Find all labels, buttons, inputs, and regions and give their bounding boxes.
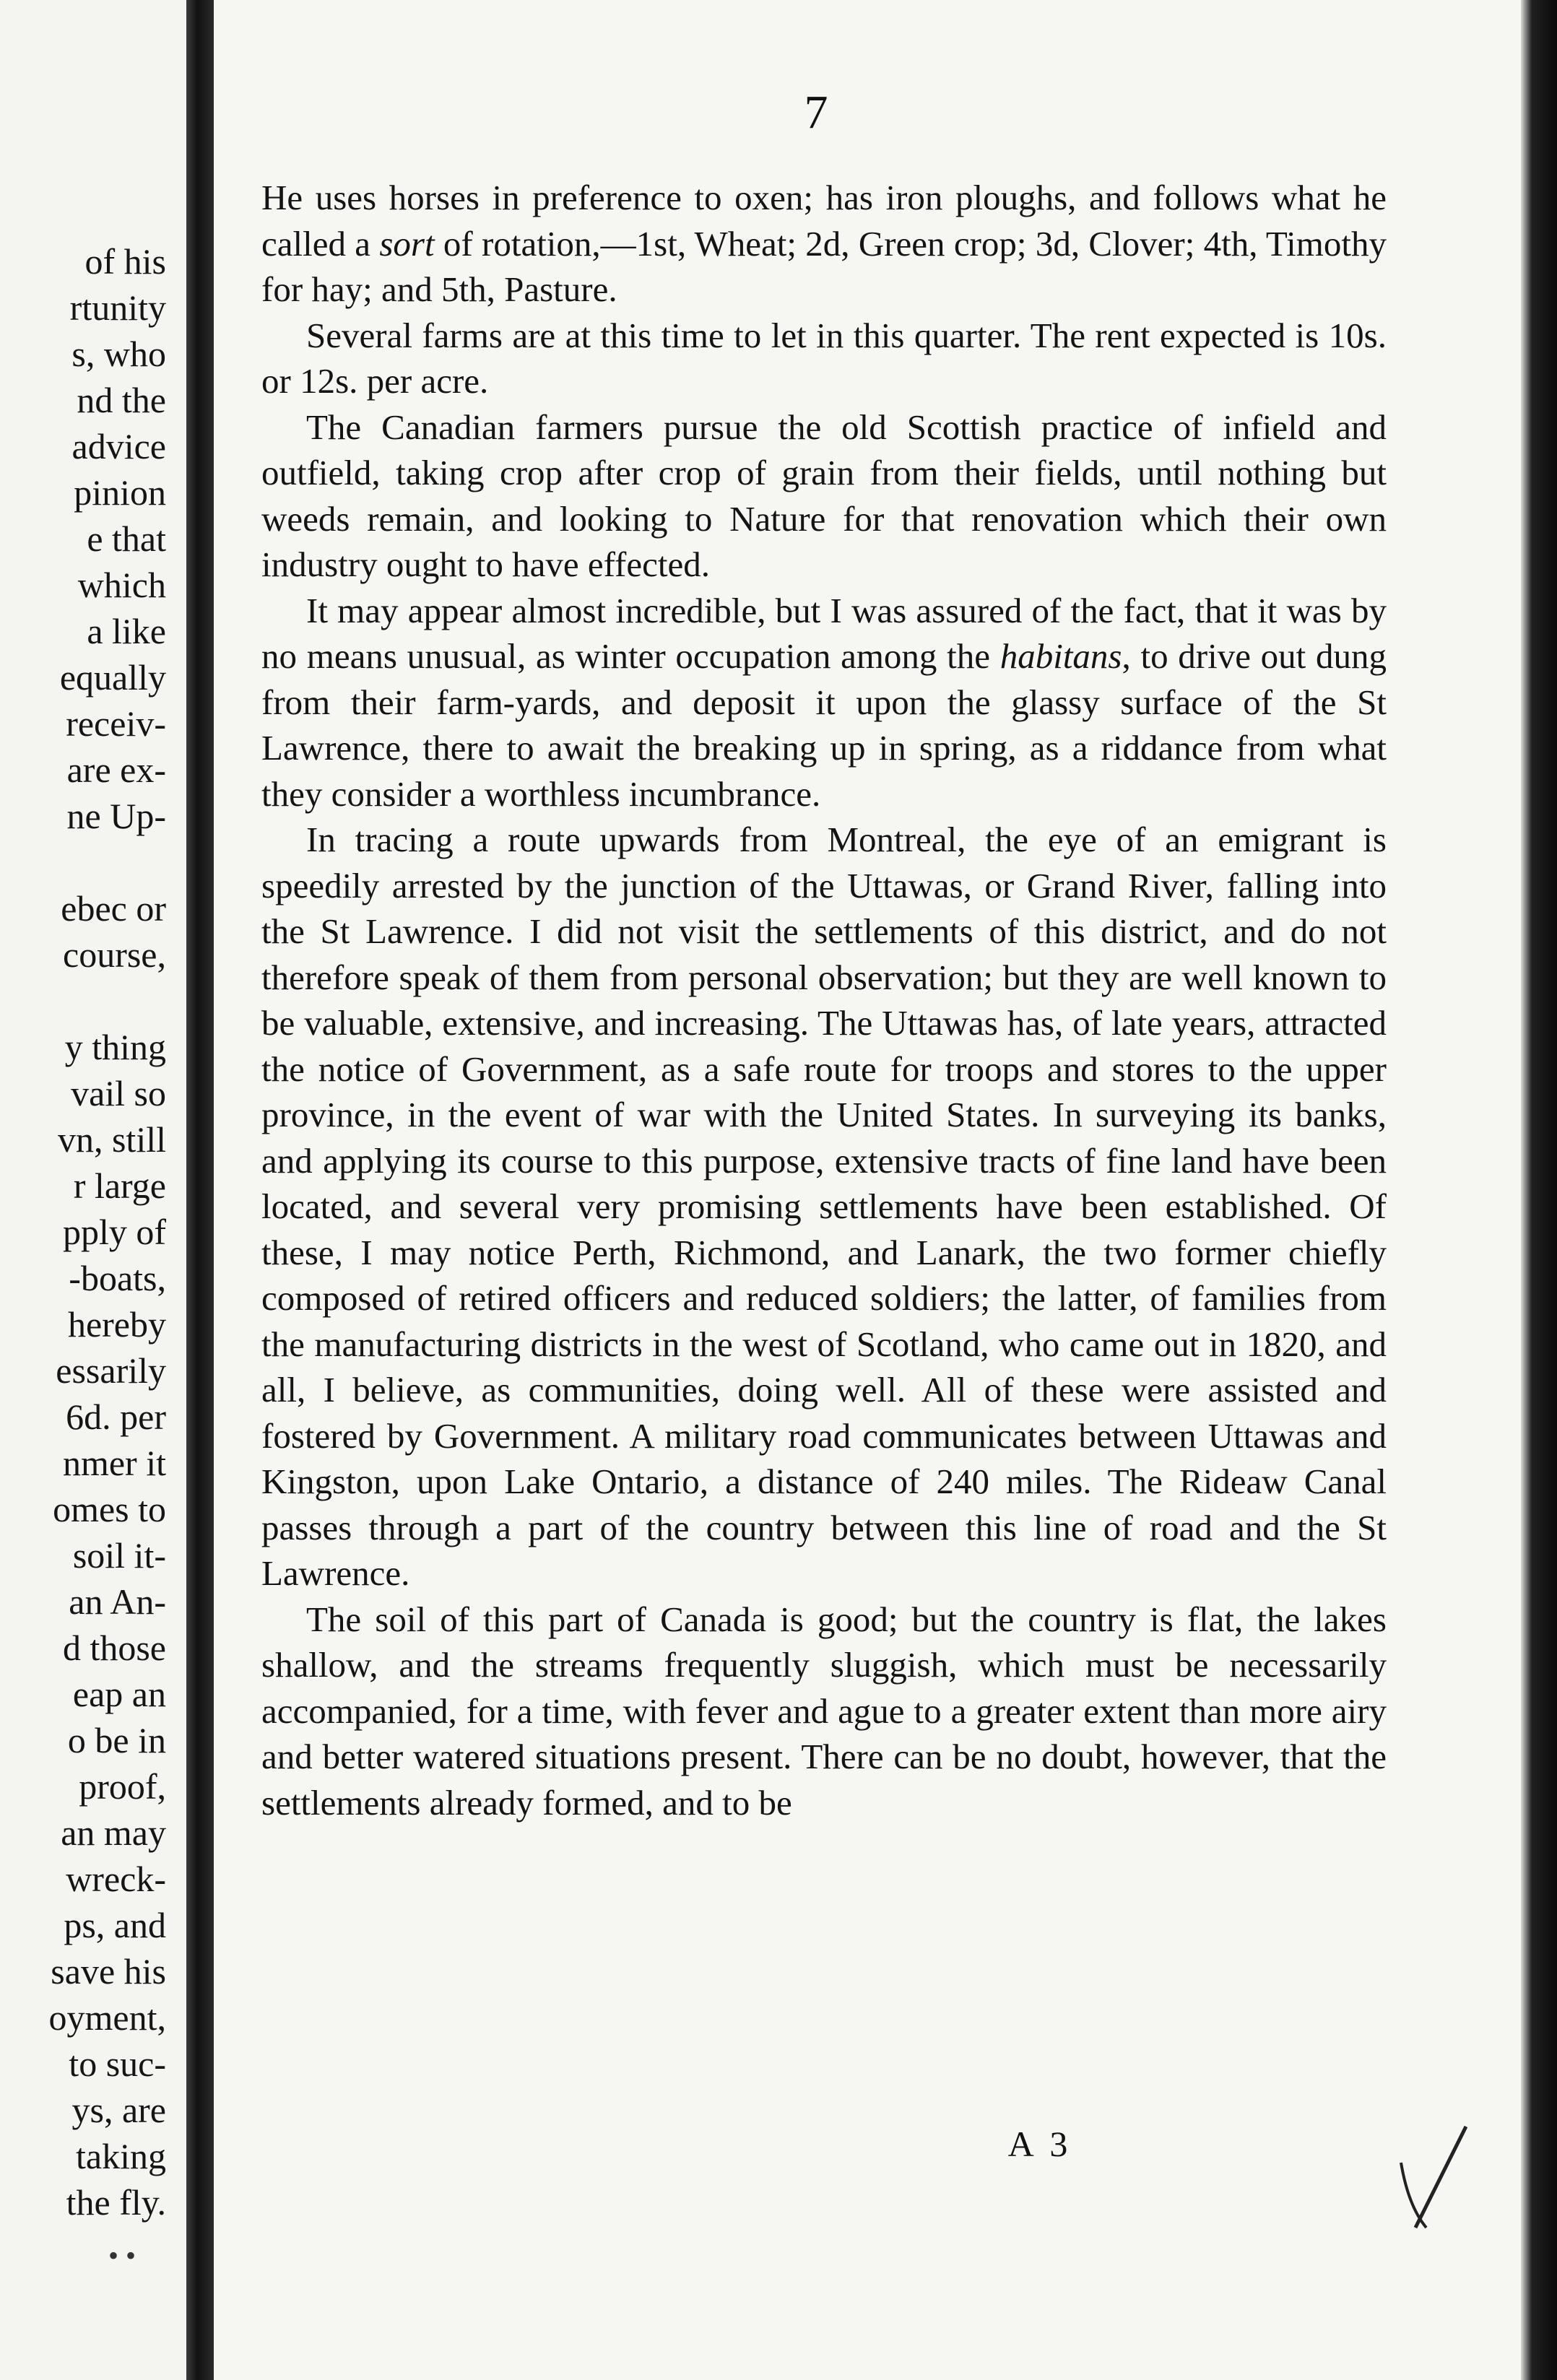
paragraph-soil: The soil of this part of Canada is good; but the country is flat, the lakes shallow, and the streams frequently sluggish, which must be necessarily accompanied, for a time, with fever and ague to a greater extent than more airy and better watered situations present. There can be no doubt, however, that the settlements already formed, and to be [261, 1599, 1387, 1823]
paragraph-rotation: He uses horses in preference to oxen; has iron ploughs, and follows what he called a sort of rotation,—1st, Wheat; 2d, Green crop; 3d, Clover; 4th, Timothy for hay; and 5th, Pasture. [261, 178, 1387, 309]
left-fragment: r large [73, 1165, 166, 1206]
left-fragment: essarily [56, 1350, 166, 1391]
left-fragment: an may [61, 1812, 166, 1853]
left-fragment: course, [63, 934, 166, 975]
left-fragment: y thing [64, 1027, 166, 1067]
left-fragment: ne Up- [66, 796, 166, 836]
left-fragment: soil it- [72, 1535, 166, 1576]
left-fragment: a like [87, 611, 166, 651]
left-fragment: save his [51, 1951, 166, 1992]
left-fragment: wreck- [66, 1859, 166, 1899]
left-fragment [49, 978, 166, 1024]
paragraph-uttawas: In tracing a route upwards from Montreal, the eye of an emigrant is speedily arrested by the junction of the Uttawas, or Grand River, falling into the St Lawrence. I did not visit the settlements of this district, and do not therefore speak of them from personal observation; but they are well known to be valuable, extensive, and increasing. The Uttawas has, of late years, attracted the notice of Government, as a safe route for troops and stores to the upper province, in the event of war with the United States. In surveying its banks, and applying its course to this purpose, extensive tracts of fine land have been located, and several very promising settlements have been established. Of these, I may notice Perth, Richmond, and Lanark, the two former chiefly composed of retired officers and reduced soldiers; the latter, of families from the manufacturing districts in the west of Scotland, who came out in 1820, and all, I believe, as communities, doing well. All of these were assisted and fostered by Government. A military road communicates between Uttawas and Kingston, upon Lake Ontario, a distance of 240 miles. The Rideaw Canal passes through a part of the country between this line of road and the St Lawrence. [261, 820, 1387, 1593]
left-fragment: vn, still [57, 1119, 166, 1160]
left-fragment: which [77, 565, 166, 605]
left-fragment: an An- [69, 1581, 166, 1622]
left-fragment: are ex- [66, 750, 166, 790]
left-fragment: ps, and [64, 1905, 166, 1945]
left-fragment: proof, [79, 1766, 166, 1807]
left-fragment: 6d. per [66, 1397, 166, 1437]
left-page-text [49, 238, 166, 2225]
left-fragment: pinion [74, 472, 166, 513]
signature-mark: A 3 [1007, 2124, 1072, 2164]
left-fragment: -boats, [69, 1258, 166, 1298]
left-fragment: nd the [77, 380, 166, 420]
left-fragment: e that [87, 518, 166, 559]
pencil-check-mark [1397, 2119, 1484, 2235]
stray-dots: • • [108, 2239, 136, 2272]
left-fragment: receiv- [66, 703, 166, 744]
left-page [0, 0, 186, 2380]
left-fragment: pply of [62, 1212, 166, 1252]
left-fragment: oyment, [48, 1997, 166, 2038]
left-fragment: advice [71, 426, 166, 466]
left-fragment: ebec or [61, 888, 166, 929]
left-fragment: ys, are [71, 2090, 166, 2130]
paragraph-farms-to-let: Several farms are at this time to let in this quarter. The rent expected is 10s. or 12s. per acre. [261, 315, 1387, 401]
left-fragment: rtunity [69, 287, 166, 328]
left-fragment: nmer it [62, 1443, 166, 1483]
left-fragment: taking [76, 2136, 166, 2176]
page-number: 7 [804, 86, 828, 139]
left-fragment [49, 839, 166, 885]
left-fragment: d those [62, 1628, 166, 1668]
left-fragment: the fly. [66, 2182, 166, 2223]
paragraph-infield-outfield: The Canadian farmers pursue the old Scottish practice of infield and outfield, taking crop after crop of grain from their fields, until nothing but weeds remain, and looking to Nature for that renovation which their own industry ought to have effected. [261, 407, 1387, 584]
paragraph-habitans: It may appear almost incredible, but I was assured of the fact, that it was by no means unusual, as winter occupation among the habitans, to drive out dung from their farm-yards, and deposit it upon the glassy surface of the St Lawrence, there to await the breaking up in spring, as a riddance from what they consider a worthless incumbrance. [261, 590, 1387, 814]
left-fragment: eap an [72, 1674, 166, 1714]
book-gutter [186, 0, 214, 2380]
left-fragment: of his [84, 241, 166, 282]
left-fragment: s, who [71, 334, 166, 374]
left-fragment: equally [59, 657, 166, 698]
left-fragment: omes to [53, 1489, 166, 1529]
left-fragment: hereby [67, 1304, 166, 1345]
left-fragment: to suc- [69, 2044, 166, 2084]
left-fragment: vail so [71, 1073, 166, 1113]
left-fragment: o be in [67, 1720, 166, 1760]
page-body [261, 175, 1387, 1825]
page-edge [1521, 0, 1557, 2380]
